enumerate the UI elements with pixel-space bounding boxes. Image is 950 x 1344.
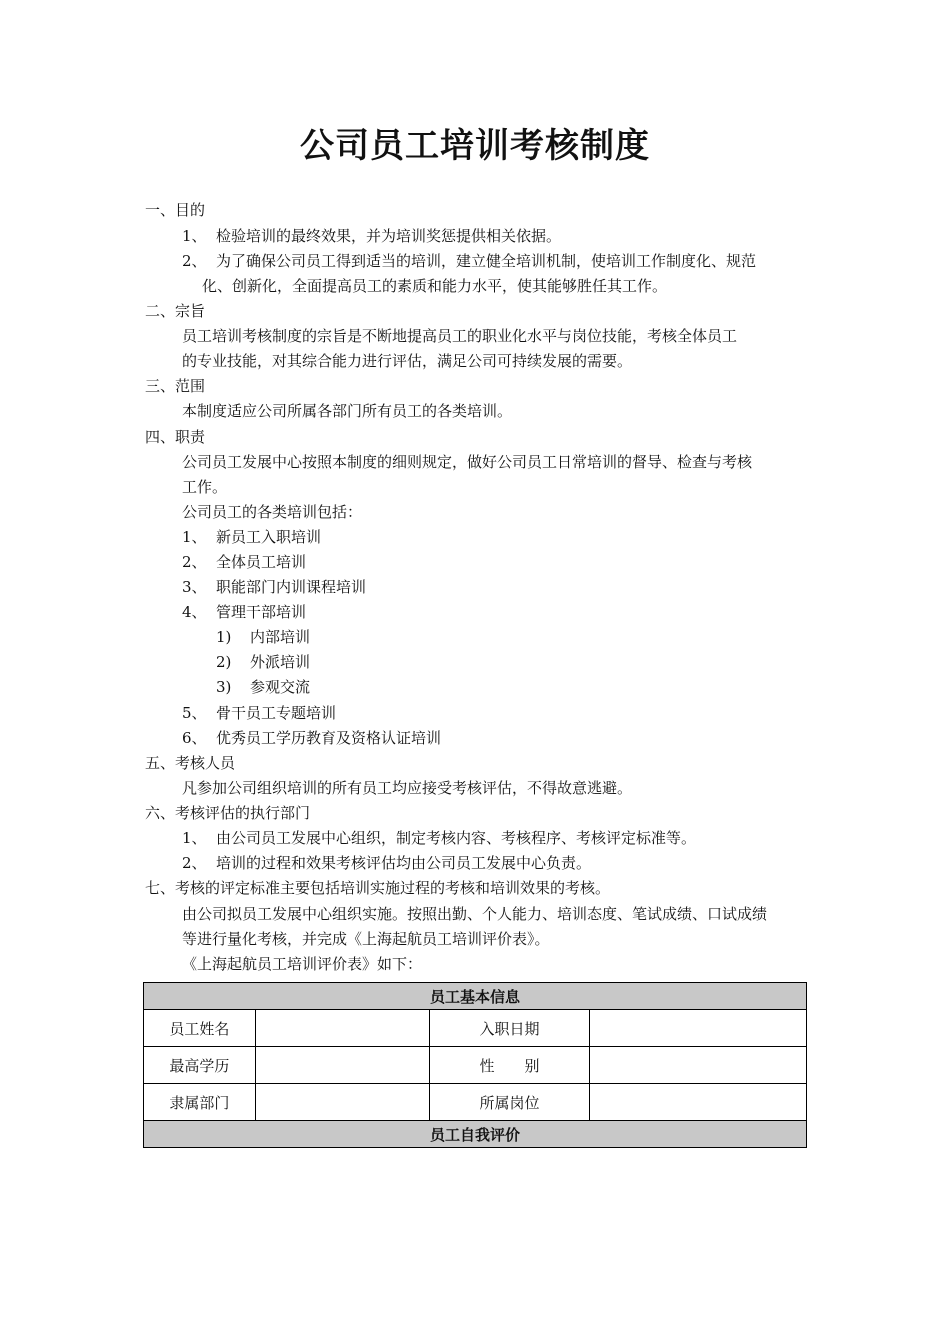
list-item: 优秀员工学历教育及资格认证培训 (216, 729, 442, 747)
section-heading-purpose: 一、目的 (145, 201, 206, 219)
evaluation-table (143, 982, 807, 1148)
list-item-continuation: 化、创新化，全面提高员工的素质和能力水平，使其能够胜任其工作。 (202, 277, 668, 295)
field-value-position[interactable] (590, 1084, 807, 1121)
section-heading-criteria: 七、考核的评定标准主要包括培训实施过程的考核和培训效果的考核。 (145, 879, 611, 897)
sublist-item: 内部培训 (250, 628, 311, 646)
list-number: 1、 (182, 829, 207, 847)
paragraph-line: 的专业技能，对其综合能力进行评估，满足公司可持续发展的需要。 (182, 352, 633, 370)
list-number: 2、 (182, 854, 207, 872)
list-number: 2、 (182, 553, 207, 571)
table-row (144, 1084, 807, 1121)
field-value-hire-date[interactable] (590, 1010, 807, 1047)
list-number: 3、 (182, 578, 207, 596)
section-heading-tenet: 二、宗旨 (145, 302, 206, 320)
paragraph-line: 公司员工的各类培训包括： (182, 503, 363, 521)
section-heading-executor: 六、考核评估的执行部门 (145, 804, 311, 822)
table-row (144, 1010, 807, 1047)
paragraph-line: 《上海起航员工培训评价表》如下： (182, 955, 423, 973)
list-item: 骨干员工专题培训 (216, 704, 337, 722)
list-item: 新员工入职培训 (216, 528, 322, 546)
paragraph-line: 本制度适应公司所属各部门所有员工的各类培训。 (182, 402, 513, 420)
table-header-self-evaluation: 员工自我评价 (144, 1121, 807, 1148)
list-number: 4、 (182, 603, 207, 621)
list-item: 管理干部培训 (216, 603, 307, 621)
sublist-number: 2) (216, 653, 232, 671)
field-value-name[interactable] (255, 1010, 429, 1047)
table-row (144, 1047, 807, 1084)
paragraph-line: 凡参加公司组织培训的所有员工均应接受考核评估，不得故意逃避。 (182, 779, 633, 797)
section-heading-assessees: 五、考核人员 (145, 754, 236, 772)
list-item: 培训的过程和效果考核评估均由公司员工发展中心负责。 (216, 854, 592, 872)
field-value-gender[interactable] (590, 1047, 807, 1084)
list-item: 全体员工培训 (216, 553, 307, 571)
field-label-gender: 性 别 (429, 1047, 590, 1084)
document-title: 公司员工培训考核制度 (300, 126, 650, 166)
field-label-hire-date: 入职日期 (429, 1010, 590, 1047)
paragraph-line: 工作。 (182, 478, 228, 496)
list-number: 1、 (182, 227, 207, 245)
list-number: 6、 (182, 729, 207, 747)
field-label-education: 最高学历 (144, 1047, 256, 1084)
list-item: 职能部门内训课程培训 (216, 578, 367, 596)
table-header-basic-info: 员工基本信息 (144, 983, 807, 1010)
list-item: 由公司员工发展中心组织，制定考核内容、考核程序、考核评定标准等。 (216, 829, 697, 847)
list-number: 2、 (182, 252, 207, 270)
list-item: 为了确保公司员工得到适当的培训，建立健全培训机制，使培训工作制度化、规范 (216, 252, 757, 270)
sublist-number: 3) (216, 678, 232, 696)
paragraph-line: 等进行量化考核，并完成《上海起航员工培训评价表》。 (182, 930, 550, 948)
sublist-item: 参观交流 (250, 678, 311, 696)
list-item: 检验培训的最终效果，并为培训奖惩提供相关依据。 (216, 227, 562, 245)
field-value-department[interactable] (255, 1084, 429, 1121)
paragraph-line: 公司员工发展中心按照本制度的细则规定，做好公司员工日常培训的督导、检查与考核 (182, 453, 753, 471)
section-heading-duties: 四、职责 (145, 428, 206, 446)
list-number: 5、 (182, 704, 207, 722)
paragraph-line: 员工培训考核制度的宗旨是不断地提高员工的职业化水平与岗位技能，考核全体员工 (182, 327, 738, 345)
sublist-item: 外派培训 (250, 653, 311, 671)
field-label-department: 隶属部门 (144, 1084, 256, 1121)
field-label-position: 所属岗位 (429, 1084, 590, 1121)
field-label-name: 员工姓名 (144, 1010, 256, 1047)
sublist-number: 1) (216, 628, 232, 646)
list-number: 1、 (182, 528, 207, 546)
section-heading-scope: 三、范围 (145, 377, 206, 395)
paragraph-line: 由公司拟员工发展中心组织实施。按照出勤、个人能力、培训态度、笔试成绩、口试成绩 (182, 905, 768, 923)
field-value-education[interactable] (255, 1047, 429, 1084)
